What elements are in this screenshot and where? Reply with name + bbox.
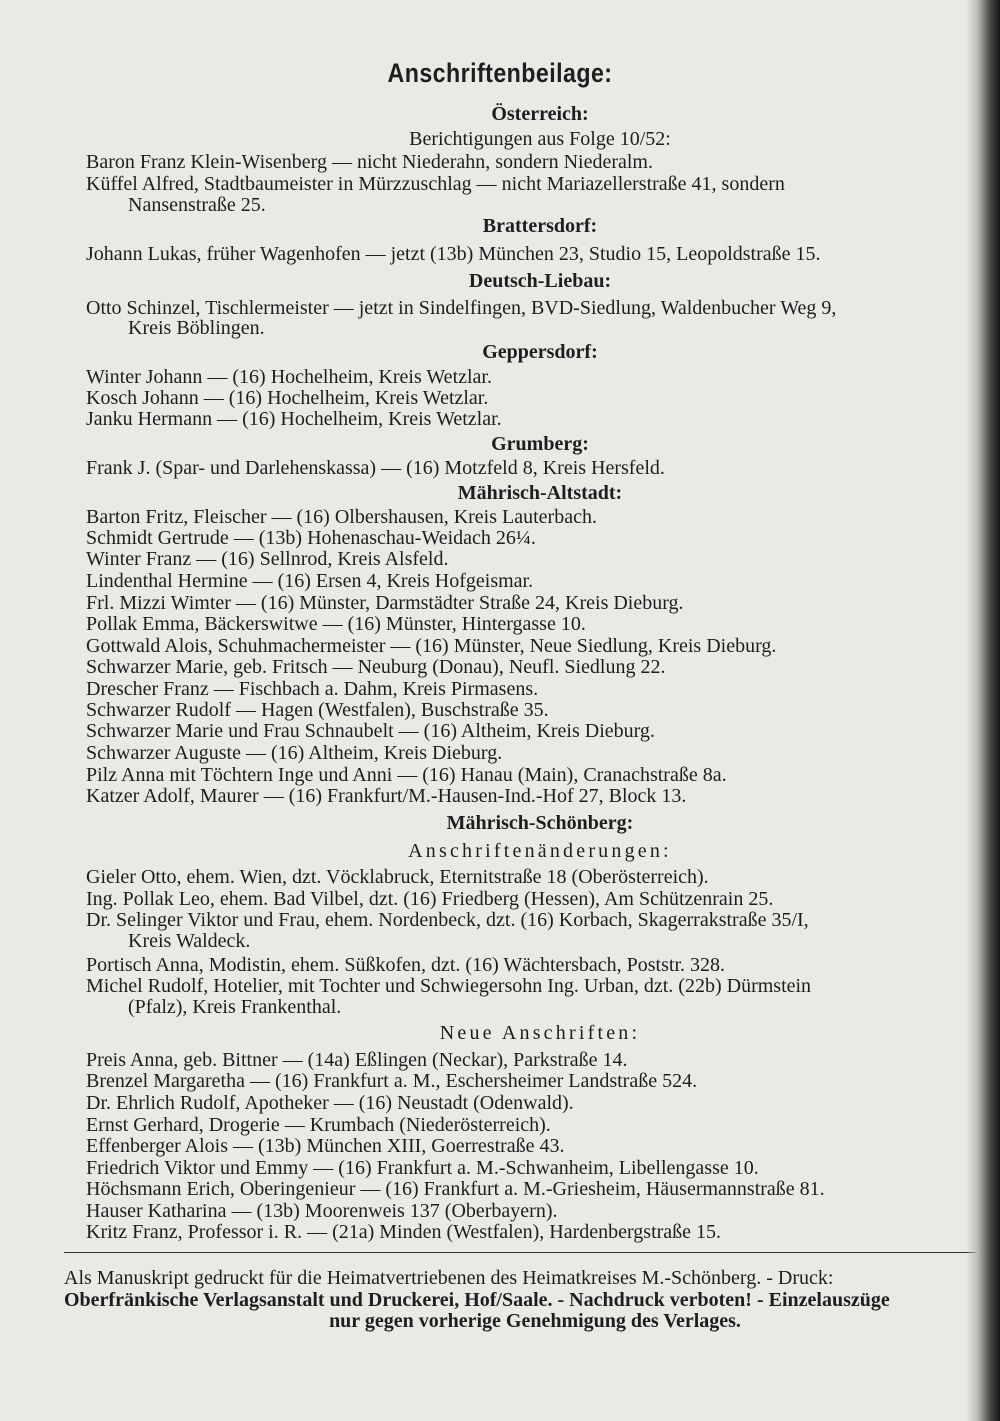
entry: Dr. Selinger Viktor und Frau, ehem. Nordenbeck, dzt. (16) Korbach, Skagerrakstraße 35/I, [86, 909, 809, 931]
entry-continuation: Nansenstraße 25. [128, 194, 266, 216]
entry: Gottwald Alois, Schuhmachermeister — (16) Münster, Neue Siedlung, Kreis Dieburg. [86, 635, 777, 657]
subheading-anschriftenaenderungen: Anschriftenänderungen: [408, 840, 672, 862]
entry: Schmidt Gertrude — (13b) Hohenaschau-Weidach 26¼. [86, 527, 536, 549]
footer-line: Oberfränkische Verlagsanstalt und Druckerei, Hof/Saale. - Nachdruck verboten! - Einzelauszüge [64, 1289, 890, 1311]
heading-deutsch-liebau: Deutsch-Liebau: [468, 270, 612, 292]
entry: Katzer Adolf, Maurer — (16) Frankfurt/M.-Hausen-Ind.-Hof 27, Block 13. [86, 785, 687, 807]
entry: Winter Johann — (16) Hochelheim, Kreis Wetzlar. [86, 366, 492, 388]
entry: Winter Franz — (16) Sellnrod, Kreis Alsfeld. [86, 548, 449, 570]
entry: Ernst Gerhard, Drogerie — Krumbach (Niederösterreich). [86, 1114, 551, 1136]
entry: Pollak Emma, Bäckerswitwe — (16) Münster, Hintergasse 10. [86, 613, 586, 635]
heading-maehrisch-altstadt: Mährisch-Altstadt: [457, 482, 623, 504]
entry: Schwarzer Rudolf — Hagen (Westfalen), Buschstraße 35. [86, 699, 549, 721]
entry: Küffel Alfred, Stadtbaumeister in Mürzzuschlag — nicht Mariazellerstraße 41, sondern [86, 173, 785, 195]
entry-continuation: Kreis Waldeck. [128, 930, 251, 952]
entry: Pilz Anna mit Töchtern Inge und Anni — (16) Hanau (Main), Cranachstraße 8a. [86, 764, 727, 786]
entry: Otto Schinzel, Tischlermeister — jetzt in Sindelfingen, BVD-Siedlung, Waldenbucher Weg 9, [86, 297, 837, 319]
heading-geppersdorf: Geppersdorf: [482, 341, 598, 363]
entry: Dr. Ehrlich Rudolf, Apotheker — (16) Neustadt (Odenwald). [86, 1092, 574, 1114]
entry: Hauser Katharina — (13b) Moorenweis 137 (Oberbayern). [86, 1200, 558, 1222]
entry-continuation: (Pfalz), Kreis Frankenthal. [128, 996, 342, 1018]
entry: Gieler Otto, ehem. Wien, dzt. Vöcklabruck, Eternitstraße 18 (Oberösterreich). [86, 866, 709, 888]
entry: Johann Lukas, früher Wagenhofen — jetzt (13b) München 23, Studio 15, Leopoldstraße 15. [86, 243, 821, 265]
entry: Barton Fritz, Fleischer — (16) Olbershausen, Kreis Lauterbach. [86, 506, 597, 528]
entry: Schwarzer Auguste — (16) Altheim, Kreis Dieburg. [86, 742, 503, 764]
entry: Schwarzer Marie und Frau Schnaubelt — (16) Altheim, Kreis Dieburg. [86, 720, 655, 742]
entry: Portisch Anna, Modistin, ehem. Süßkofen, dzt. (16) Wächtersbach, Poststr. 328. [86, 954, 725, 976]
heading-brattersdorf: Brattersdorf: [482, 215, 598, 237]
entry: Baron Franz Klein-Wisenberg — nicht Niederahn, sondern Niederalm. [86, 151, 653, 173]
subheading-berichtigungen: Berichtigungen aus Folge 10/52: [409, 128, 671, 150]
footer-divider [64, 1252, 984, 1253]
footer-line: Als Manuskript gedruckt für die Heimatvertriebenen des Heimatkreises M.-Schönberg. - Druck: [64, 1267, 834, 1289]
heading-grumberg: Grumberg: [491, 433, 589, 455]
heading-maehrisch-schoenberg: Mährisch-Schönberg: [446, 812, 634, 834]
entry: Frank J. (Spar- und Darlehenskassa) — (16) Motzfeld 8, Kreis Hersfeld. [86, 457, 665, 479]
entry: Kritz Franz, Professor i. R. — (21a) Minden (Westfalen), Hardenbergstraße 15. [86, 1221, 722, 1243]
entry: Brenzel Margaretha — (16) Frankfurt a. M., Eschersheimer Landstraße 524. [86, 1070, 698, 1092]
entry: Michel Rudolf, Hotelier, mit Tochter und Schwiegersohn Ing. Urban, dzt. (22b) Dürmstein [86, 975, 812, 997]
entry: Drescher Franz — Fischbach a. Dahm, Kreis Pirmasens. [86, 678, 539, 700]
subheading-neue-anschriften: Neue Anschriften: [439, 1022, 641, 1044]
entry: Kosch Johann — (16) Hochelheim, Kreis Wetzlar. [86, 387, 489, 409]
entry: Höchsmann Erich, Oberingenieur — (16) Frankfurt a. M.-Griesheim, Häusermannstraße 81. [86, 1178, 825, 1200]
entry-continuation: Kreis Böblingen. [128, 317, 265, 339]
entry: Frl. Mizzi Wimter — (16) Münster, Darmstädter Straße 24, Kreis Dieburg. [86, 592, 684, 614]
page-title: Anschriftenbeilage: [387, 58, 613, 88]
entry: Ing. Pollak Leo, ehem. Bad Vilbel, dzt. (16) Friedberg (Hessen), Am Schützenrain 25. [86, 888, 774, 910]
entry: Schwarzer Marie, geb. Fritsch — Neuburg (Donau), Neufl. Siedlung 22. [86, 656, 666, 678]
footer-line: nur gegen vorherige Genehmigung des Verlages. [329, 1310, 741, 1332]
entry: Preis Anna, geb. Bittner — (14a) Eßlingen (Neckar), Parkstraße 14. [86, 1049, 628, 1071]
entry: Lindenthal Hermine — (16) Ersen 4, Kreis Hofgeismar. [86, 570, 534, 592]
entry: Janku Hermann — (16) Hochelheim, Kreis Wetzlar. [86, 408, 502, 430]
book-spine-shadow [966, 0, 1000, 1421]
entry: Friedrich Viktor und Emmy — (16) Frankfurt a. M.-Schwanheim, Libellengasse 10. [86, 1157, 759, 1179]
entry: Effenberger Alois — (13b) München XIII, Goerrestraße 43. [86, 1135, 565, 1157]
heading-oesterreich: Österreich: [491, 103, 589, 125]
